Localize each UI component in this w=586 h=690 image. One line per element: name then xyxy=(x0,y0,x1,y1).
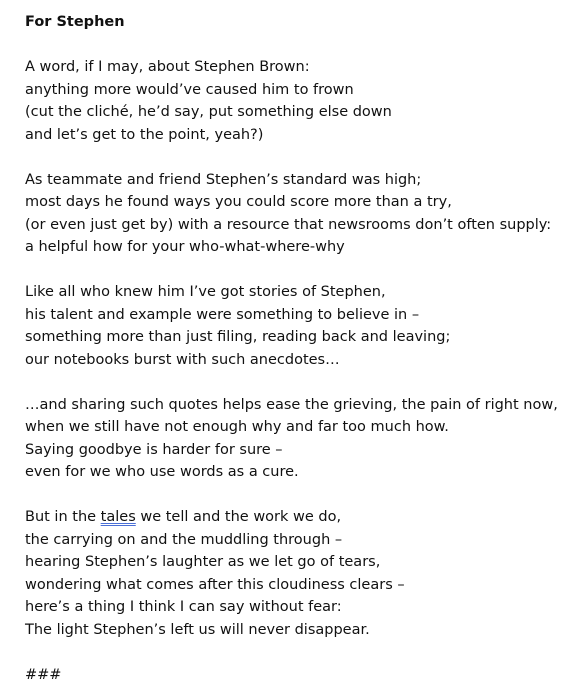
poem-line: (cut the cliché, he’d say, put something else down xyxy=(25,104,392,120)
poem-line: hearing Stephen’s laughter as we let go of tears, xyxy=(25,554,381,570)
poem-line: A word, if I may, about Stephen Brown: xyxy=(25,59,310,75)
poem-title: For Stephen xyxy=(25,14,125,30)
stanza-5 xyxy=(25,506,580,641)
poem-line: wondering what comes after this cloudiness clears – xyxy=(25,576,405,593)
poem-line: something more than just filing, reading back and leaving; xyxy=(25,329,451,345)
poem-line: (or even just get by) with a resource that newsrooms don’t often supply: xyxy=(25,216,552,233)
poem-document xyxy=(25,11,580,686)
stanza-1 xyxy=(25,56,580,146)
poem-line: his talent and example were something to believe in – xyxy=(25,306,420,323)
poem-line: anything more would’ve caused him to frown xyxy=(25,81,354,98)
poem-line-segment: we tell and the work we do, xyxy=(135,509,342,525)
stanza-3 xyxy=(25,281,580,371)
poem-line-segment: But in the xyxy=(25,509,101,525)
spellcheck-marked-word[interactable]: tales xyxy=(100,509,136,525)
poem-line: Like all who knew him I’ve got stories of Stephen, xyxy=(25,284,386,300)
poem-line-with-marked-word xyxy=(25,506,580,529)
stanza-2 xyxy=(25,169,580,259)
poem-line: …and sharing such quotes helps ease the grieving, the pain of right now, xyxy=(25,396,558,413)
stanza-4 xyxy=(25,394,580,484)
poem-line: when we still have not enough why and far too much how. xyxy=(25,419,449,435)
poem-line: even for we who use words as a cure. xyxy=(25,464,299,480)
poem-line: the carrying on and the muddling through – xyxy=(25,531,343,548)
poem-line: and let’s get to the point, yeah?) xyxy=(25,126,264,143)
poem-line: here’s a thing I think I can say without fear: xyxy=(25,599,342,615)
end-mark: ### xyxy=(25,666,62,683)
poem-line: most days he found ways you could score more than a try, xyxy=(25,194,452,210)
poem-line: Saying goodbye is harder for sure – xyxy=(25,441,283,458)
poem-line: our notebooks burst with such anecdotes… xyxy=(25,351,340,368)
poem-line: The light Stephen’s left us will never disappear. xyxy=(25,621,370,638)
poem-line: As teammate and friend Stephen’s standard was high; xyxy=(25,171,422,188)
poem-line: a helpful how for your who-what-where-why xyxy=(25,239,345,255)
